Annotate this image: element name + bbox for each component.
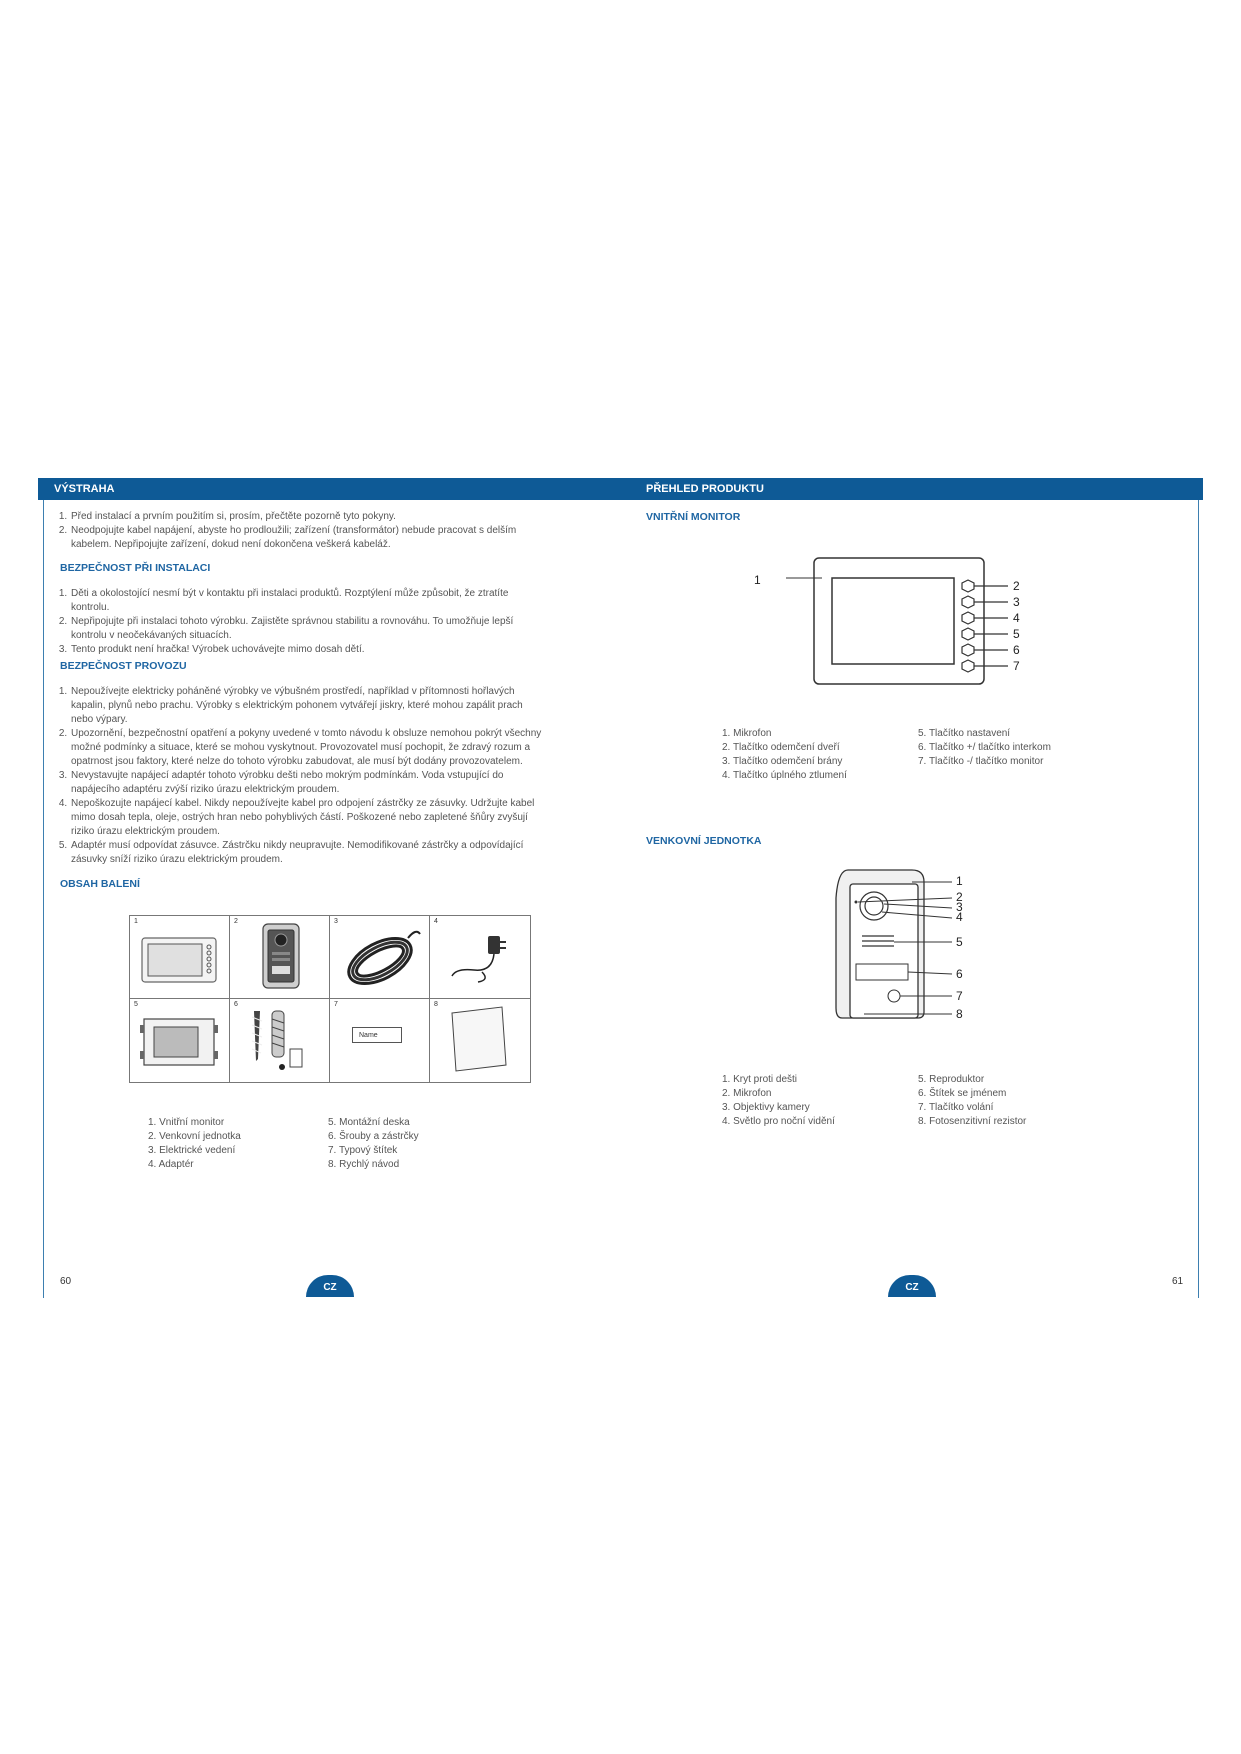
operation-safety-item: 1. Nepoužívejte elektricky poháněné výrobky ve výbušném prostředí, například v přítomnosti hořlavých kapalin, plynů nebo prachu. Výrobky s elektrickým pohonem vytvářejí jiskry, které mohou zapálit prach nebo výpary.	[70, 685, 546, 727]
cell-number: 7	[334, 1001, 338, 1008]
screws-and-plugs-image	[230, 999, 330, 1082]
monitor-callout-7: 7	[1013, 659, 1020, 673]
product-overview-header: PŘEHLED PRODUKTU	[620, 478, 1203, 500]
warning-item: 2. Neodpojujte kabel napájení, abyste ho prodloužili; zařízení (transformátor) nebude pracovat s delším kabelem. Nepřipojujte zařízení, dokud není dokončena veškerá kabeláž.	[70, 524, 540, 552]
monitor-callout-2: 2	[1013, 579, 1020, 593]
monitor-part-item: 7. Tlačítko -/ tlačítko monitor	[918, 756, 1044, 767]
page-number-right: 61	[1172, 1276, 1184, 1287]
package-cell-screws	[230, 999, 330, 1082]
outdoor-unit-diagram	[824, 868, 1004, 1028]
outdoor-callout-8: 8	[956, 1007, 963, 1021]
outdoor-callout-5: 5	[956, 935, 963, 949]
operation-safety-item: 3. Nevystavujte napájecí adaptér tohoto výrobku dešti nebo mokrým podmínkám. Voda vstupující do napájecího adaptéru zvýší riziko úrazu elektrickým proudem.	[70, 769, 546, 797]
monitor-part-item: 4. Tlačítko úplného ztlumení	[722, 770, 847, 781]
warning-item: 1. Před instalací a prvním použitím si, prosím, přečtěte pozorně tyto pokyny.	[70, 510, 540, 524]
monitor-callout-5: 5	[1013, 627, 1020, 641]
page-number-left: 60	[60, 1276, 72, 1287]
package-cell-mounting-plate	[130, 999, 230, 1082]
name-tag-label: Name	[352, 1027, 402, 1043]
monitor-parts-list-col2	[918, 727, 1051, 769]
monitor-callout-4: 4	[1013, 611, 1020, 625]
outdoor-callout-3: 3	[956, 900, 963, 914]
package-cell-quick-guide	[430, 999, 530, 1082]
language-tab-right: CZ	[888, 1275, 936, 1297]
outdoor-unit-image	[230, 916, 330, 999]
install-safety-item: 3. Tento produkt není hračka! Výrobek uchovávejte mimo dosah dětí.	[70, 643, 546, 657]
outdoor-callout-4: 4	[956, 910, 963, 924]
package-list-item: 6. Šrouby a zástrčky	[328, 1131, 419, 1142]
outdoor-callout-7: 7	[956, 989, 963, 1003]
cell-number: 5	[134, 1001, 138, 1008]
cell-number: 2	[234, 918, 238, 925]
operation-safety-list	[56, 685, 546, 867]
monitor-part-item: 2. Tlačítko odemčení dveří	[722, 742, 840, 753]
outdoor-callout-6: 6	[956, 967, 963, 981]
install-safety-item: 2. Nepřipojujte při instalaci tohoto výrobku. Zajistěte správnou stabilitu a rovnováhu. To umožňuje lepší kontrolu v neočekávaných situacích.	[70, 615, 546, 643]
warning-header: VÝSTRAHA	[38, 478, 622, 500]
outdoor-callout-2: 2	[956, 890, 963, 904]
quick-guide-image	[430, 999, 530, 1082]
package-list-item: 5. Montážní deska	[328, 1117, 410, 1128]
package-list-item: 3. Elektrické vedení	[148, 1145, 236, 1156]
outdoor-part-item: 6. Štítek se jménem	[918, 1088, 1007, 1099]
package-contents-title: OBSAH BALENÍ	[60, 878, 140, 890]
cell-number: 6	[234, 1001, 238, 1008]
outdoor-part-item: 3. Objektivy kamery	[722, 1102, 810, 1113]
monitor-callout-6: 6	[1013, 643, 1020, 657]
outdoor-part-item: 5. Reproduktor	[918, 1074, 985, 1085]
cell-number: 3	[334, 918, 338, 925]
package-list-col1	[148, 1116, 241, 1172]
package-list-item: 8. Rychlý návod	[328, 1159, 400, 1170]
package-cell-adapter	[430, 916, 530, 999]
install-safety-title: BEZPEČNOST PŘI INSTALACI	[60, 562, 211, 574]
operation-safety-item: 4. Nepoškozujte napájecí kabel. Nikdy nepoužívejte kabel pro odpojení zástrčky ze zásuvky. Udržujte kabel mimo dosah tepla, oleje, ostrých hran nebo pohyblivých částí. Poškozené nebo zapletené šňůry zvyšují riziko úrazu elektrickým proudem.	[70, 797, 546, 839]
operation-safety-item: 2. Upozornění, bezpečnostní opatření a pokyny uvedené v tomto návodu k obsluze nemohou pokrýt všechny možné podmínky a situace, které se mohou vyskytnout. Provozovatel musí pochopit, že zdravý rozum a opatrnost jsou faktory, které nelze do tohoto výrobku zabudovat, ale musí být dodány provozovatelem.	[70, 727, 546, 769]
package-list-item: 2. Venkovní jednotka	[148, 1131, 241, 1142]
outdoor-parts-list-col1	[722, 1073, 835, 1129]
outdoor-part-item: 7. Tlačítko volání	[918, 1102, 994, 1113]
install-safety-list	[56, 587, 546, 657]
outdoor-part-item: 4. Světlo pro noční vidění	[722, 1116, 835, 1127]
power-adapter-image	[430, 916, 530, 999]
operation-safety-item: 5. Adaptér musí odpovídat zásuvce. Zástrčku nikdy neupravujte. Nemodifikované zástrčky a odpovídající zásuvky sníží riziko úrazu elektrickým proudem.	[70, 839, 546, 867]
mounting-plate-image	[130, 999, 230, 1082]
indoor-monitor-image	[130, 916, 230, 999]
outdoor-callout-1: 1	[956, 874, 963, 888]
language-tab-left: CZ	[306, 1275, 354, 1297]
outdoor-part-item: 1. Kryt proti dešti	[722, 1074, 798, 1085]
cell-number: 4	[434, 918, 438, 925]
package-list-item: 7. Typový štítek	[328, 1145, 398, 1156]
package-list-item: 4. Adaptér	[148, 1159, 194, 1170]
install-safety-item: 1. Děti a okolostojící nesmí být v kontaktu při instalaci produktů. Rozptýlení může způsobit, že ztratíte kontrolu.	[70, 587, 546, 615]
cell-number: 1	[134, 918, 138, 925]
right-page	[620, 478, 1199, 1298]
monitor-part-item: 5. Tlačítko nastavení	[918, 728, 1011, 739]
package-cell-outdoor-unit	[230, 916, 330, 999]
outdoor-part-item: 8. Fotosenzitivní rezistor	[918, 1116, 1027, 1127]
monitor-part-item: 6. Tlačítko +/ tlačítko interkom	[918, 742, 1051, 753]
cell-number: 8	[434, 1001, 438, 1008]
outdoor-parts-list-col2	[918, 1073, 1026, 1129]
indoor-monitor-title: VNITŘNÍ MONITOR	[646, 511, 741, 523]
monitor-part-item: 3. Tlačítko odemčení brány	[722, 756, 843, 767]
monitor-callout-3: 3	[1013, 595, 1020, 609]
package-list-item: 1. Vnitřní monitor	[148, 1117, 225, 1128]
outdoor-unit-title: VENKOVNÍ JEDNOTKA	[646, 835, 762, 847]
monitor-parts-list-col1	[722, 727, 847, 783]
operation-safety-title: BEZPEČNOST PROVOZU	[60, 660, 187, 672]
package-cell-monitor	[130, 916, 230, 999]
outdoor-part-item: 2. Mikrofon	[722, 1088, 772, 1099]
monitor-part-item: 1. Mikrofon	[722, 728, 772, 739]
package-cell-name-tag	[330, 999, 430, 1082]
package-list-col2	[328, 1116, 419, 1172]
left-page	[43, 478, 621, 1298]
cable-coil-image	[330, 916, 430, 999]
warning-list	[56, 510, 540, 552]
monitor-callout-1: 1	[754, 573, 761, 587]
package-cell-cable	[330, 916, 430, 999]
indoor-monitor-diagram	[746, 556, 1026, 692]
package-contents-grid	[129, 915, 531, 1083]
